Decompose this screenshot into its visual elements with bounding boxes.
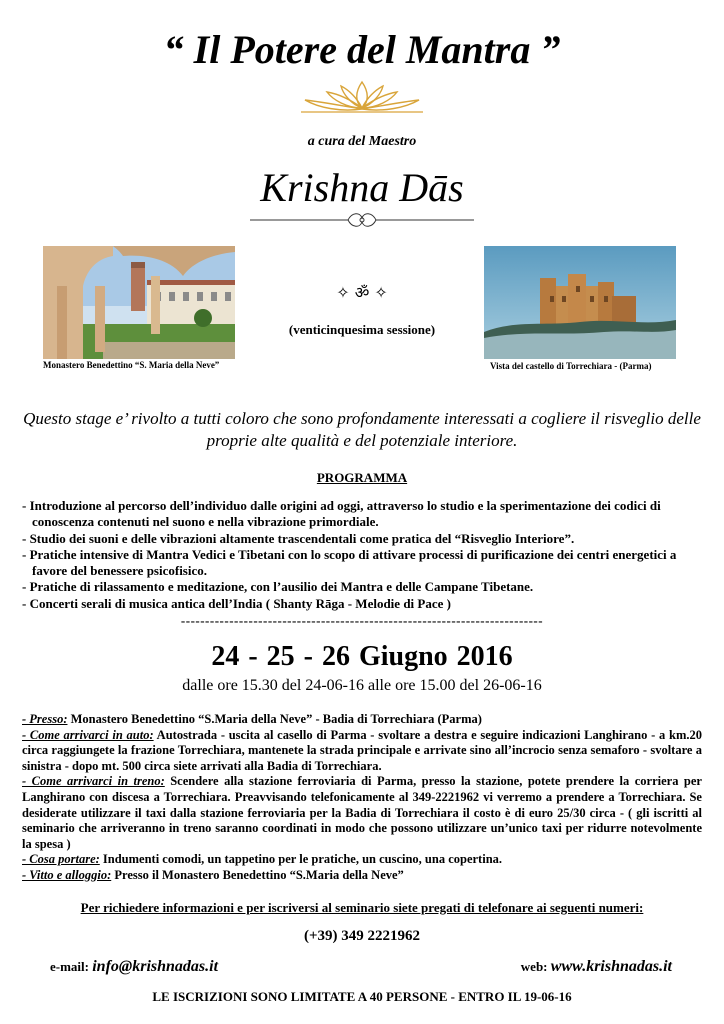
bring-text: Indumenti comodi, un tappetino per le pratiche, un cuscino, una copertina. bbox=[99, 852, 503, 867]
email-label: e-mail: bbox=[50, 959, 93, 974]
event-hours: dalle ore 15.30 del 24-06-16 alle ore 15.00 del 26-06-16 bbox=[182, 677, 542, 694]
monastery-caption: Monastero Benedettino “S. Maria della Neve” bbox=[43, 360, 220, 370]
program-heading: PROGRAMMA bbox=[316, 470, 408, 485]
lotus-ornament-icon bbox=[297, 78, 427, 114]
castle-photo bbox=[484, 246, 676, 359]
email-row bbox=[50, 958, 218, 976]
contact-heading: Per richiedere informazioni e per iscriversi al seminario siete pregati di telefonare ai seguenti numeri: bbox=[80, 900, 644, 915]
program-item: - Concerti serali di musica antica dell’India ( Shanty Rāga - Melodie di Pace ) bbox=[22, 595, 451, 611]
session-label: (venticinquesima sessione) bbox=[288, 322, 436, 337]
train-paragraph bbox=[22, 774, 702, 852]
lodging-text: Presso il Monastero Benedettino “S.Maria della Neve” bbox=[111, 867, 404, 882]
dashed-separator: --------------------------------------------------------------------------- bbox=[180, 613, 544, 628]
car-label: - Come arrivarci in auto: bbox=[22, 727, 154, 742]
location-label: - Presso: bbox=[22, 712, 68, 726]
program-item: - Pratiche intensive di Mantra Vedici e Tibetani con lo scopo di attivare processi di purificazione dei centri energetici a favore del benessere psicofisico. bbox=[22, 546, 677, 579]
location-text: Monastero Benedettino “S.Maria della Neve” - Badia di Torrechiara (Parma) bbox=[67, 712, 482, 726]
logistics-details bbox=[22, 712, 702, 884]
program-list bbox=[22, 498, 702, 612]
phone-number: (+39) 349 2221962 bbox=[303, 928, 421, 944]
web-link[interactable]: www.krishnadas.it bbox=[550, 958, 672, 975]
calligraphic-flourish-icon bbox=[248, 208, 476, 230]
event-dates: 24 - 25 - 26 Giugno 2016 bbox=[211, 641, 513, 672]
lodging-paragraph bbox=[22, 868, 702, 884]
flyer-title: “ Il Potere del Mantra ” bbox=[163, 27, 561, 72]
location-paragraph bbox=[22, 712, 702, 728]
program-item: - Introduzione al percorso dell’individuo dalle origini ad oggi, attraverso lo studio e la sperimentazione dei codici di conoscenza contenuti nel suono e nella vibrazione primordiale. bbox=[22, 498, 661, 530]
castle-caption: Vista del castello di Torrechiara - (Parma) bbox=[490, 361, 652, 371]
car-text: Autostrada - uscita al casello di Parma - svoltare a destra e seguire indicazioni Langhirano - a km.20 circa raggiungete la frazione Torrechiara, mantenete la strada principale e arrivate sino all’incrocio senza semaforo - svoltare a sinistra - dopo mt. 500 circa siete arrivati alla Badia di Torrechiara. bbox=[22, 727, 702, 773]
web-label: web: bbox=[520, 959, 551, 974]
web-row bbox=[521, 958, 672, 976]
email-link[interactable]: info@krishnadas.it bbox=[92, 958, 219, 975]
bring-label: - Cosa portare: bbox=[22, 852, 100, 867]
curated-by-label: a cura del Maestro bbox=[307, 134, 417, 149]
bring-paragraph bbox=[22, 852, 702, 868]
train-text: Scendere alla stazione ferroviaria di Parma, presso la stazione, potete prendere la corriera per Langhirano con discesa a Torrechiara. Preavvisando telefonicamente al 349-2221962 vi verremo a prendere a Torrechiara. Se desiderate utilizzare il taxi dalla stazione ferroviaria per la Badia di Torrechiara il costo è di euro 25/30 circa - ( gli iscritti al seminario che arriveranno in treno saranno coordinati in modo che possono utilizzare un’unico taxi per ridurre notevolmente la spesa ) bbox=[22, 774, 702, 851]
registration-notice: LE ISCRIZIONI SONO LIMITATE A 40 PERSONE - ENTRO IL 19-06-16 bbox=[152, 989, 572, 1004]
intro-text: Questo stage e’ rivolto a tutti coloro che sono profondamente interessati a cogliere il risveglio delle proprie alte qualità e del potenziale interiore. bbox=[23, 409, 701, 450]
om-symbol-icon: ✧ ॐ ✧ bbox=[336, 283, 388, 302]
program-item: - Studio dei suoni e delle vibrazioni altamente trascendentali come pratica del “Risveglio Interiore”. bbox=[22, 530, 575, 546]
car-paragraph bbox=[22, 728, 702, 775]
program-item: - Pratiche di rilassamento e meditazione, con l’ausilio dei Mantra e delle Campane Tibetane. bbox=[22, 579, 534, 595]
train-label: - Come arrivarci in treno: bbox=[22, 774, 165, 789]
lodging-label: - Vitto e alloggio: bbox=[22, 867, 112, 882]
author-name: Krishna Dās bbox=[260, 165, 464, 210]
